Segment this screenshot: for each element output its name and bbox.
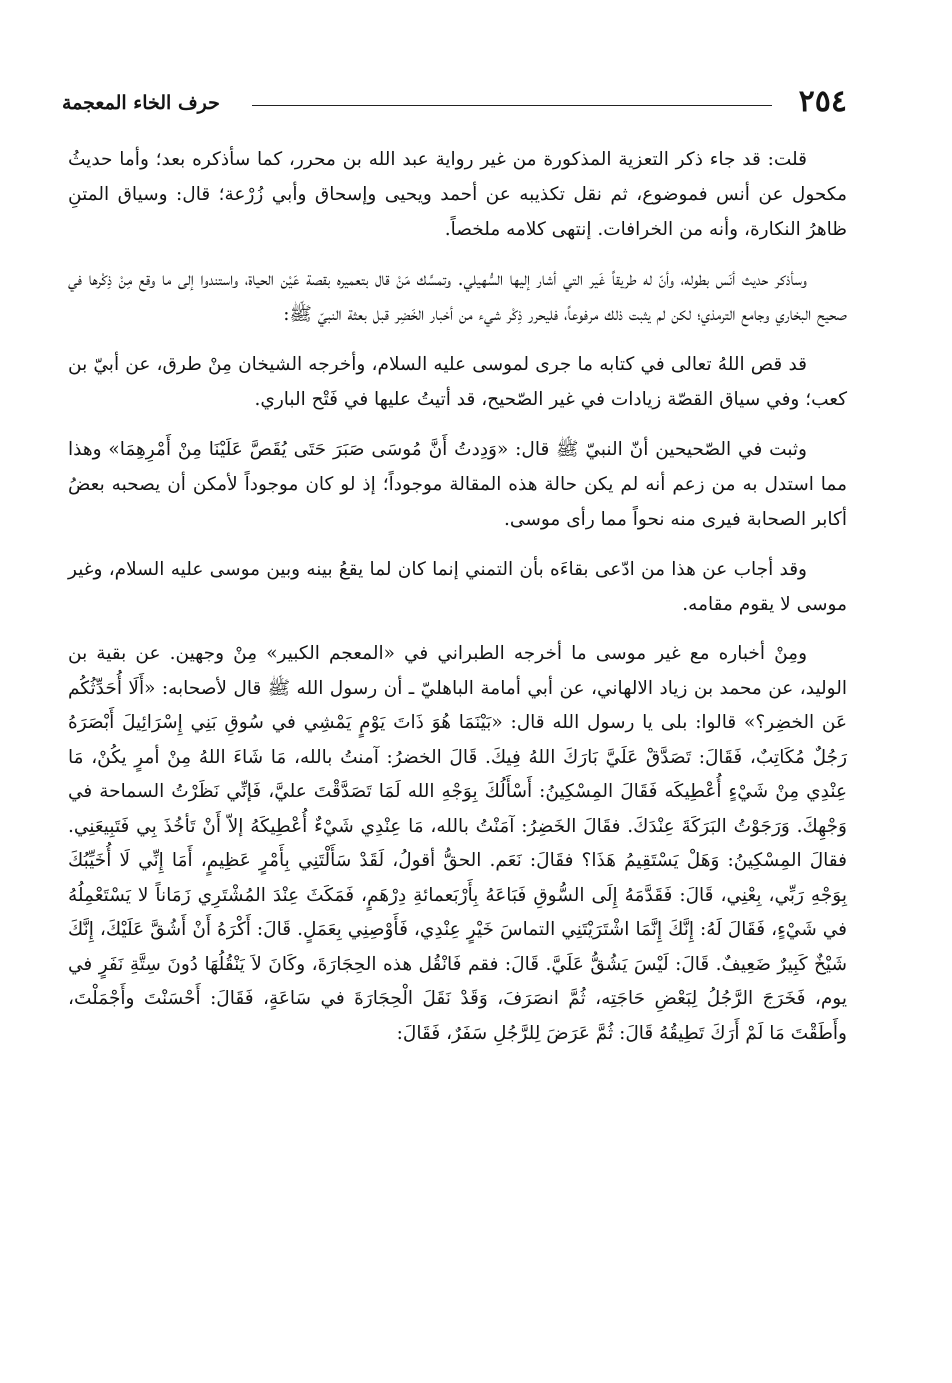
paragraph-3: قد قص اللهُ تعالى في كتابه ما جرى لموسى عليه السلام، وأخرجه الشيخان مِنْ طرق، عن أبيّ بن كعب؛ وفي سياق القصّة زيادات في غير الصّحيح، قد أتيتُ عليها في فَتْح الباري. [68,354,847,410]
paragraph-4: وثبت في الصّحيحين أنّ النبيّ ﷺ قال: «وَدِدتُ أَنَّ مُوسَى صَبَرَ حَتَى يُقَصَّ عَلَيْنَا مِنْ أَمْرِهِمَا» وهذا مما استدل به من زعم أنه لم يكن حالة هذه المقالة موجوداً؛ إذ لو كان موجوداً لأمكن أن يصحبه بعضُ أكابر الصحابة فيرى منه نحواً مما رأى موسى. [68,439,847,530]
header-rule [252,105,772,106]
paragraph-6: ومِنْ أخباره مع غير موسى ما أخرجه الطبراني في «المعجم الكبير» مِنْ وجهين. عن بقية بن الوليد، عن محمد بن زياد الالهاني، عن أبي أمامة الباهليّ ـ أن رسول الله ﷺ قال لأصحابه: «أَلَا أُحَدِّثُكُم عَن الخضِر؟» قالوا: بلى يا رسول الله قال: «بَيْنَمَا هُوَ ذَاتَ يَوْمٍ يَمْشِي في سُوقِ بَنِي إِسْرَائِيلَ أَبْصَرَهُ رَجُلٌ مُكَاتِبٌ، فَقَالَ: تَصَدَّقْ عَلَيَّ بَارَكَ اللهُ فِيكَ. قَالَ الخضرُ: آمنتُ بالله، مَا شَاءَ اللهُ مِنْ أمرٍ يكُنْ، مَا عِنْدِي مِنْ شَيْءٍ أُعْطِيكَه فَقَالَ المِسْكِينُ: أَسْأَلُكَ بِوَجْهِ الله لَمَا تَصَدَّقْتَ عليَّ، فَإنِّي نَظَرْتُ السماحة في وَجْهِكَ. وَرَجَوْتُ البَرَكَةَ عِنْدَكَ. فقَالَ الخَضِرُ: آمَنْتُ بالله، مَا عِنْدِي شَيْءٌ أُعْطِيكَهُ إلاّ أَنْ تَأخُذَ بِي فَتَبِيعَنِي. فقالَ المِسْكِينُ: وَهَلْ يَسْتَقِيمُ هَذَا؟ فقَالَ: نَعَم. الحقُّ أقولُ، لَقَدْ سَأَلْتَنِي بِأَمْرٍ عَظِيمٍ، أَمَا إِنِّي لَا أُخَيِّبُكَ بِوَجْهِ رَبِّي، بِعْنِي، قَالَ: فَقَدَّمَهُ إِلَى السُّوقِ فَبَاعَهُ بِأَرْبَعمائةِ دِرْهَمٍ، فَمَكَثَ عِنْدَ المُشْتَرِي زَمَاناً لا يَسْتَعْمِلُهُ في شَيْءٍ، فَقَالَ لَهُ: إِنَّكَ إِنَّمَا اشْتَرَيْتَنِي التماسَ خَيْرٍ عِنْدِي، فَأَوْصِنِي بِعَمَلٍ. قَالَ: أَكْرَهُ أَنْ أَشُقَّ عَلَيْكَ، إِنَّكَ شَيْخٌ كَبِيرٌ ضَعِيفٌ. قَالَ: لَيْسَ يَشُقُّ عَلَيَّ. قَالَ: فقم فَانْقُل هذه الحِجَارَةَ، وكَانَ لاَ يَنْقُلُهَا دُونَ سِتَّةِ نَفَرٍ في يوم، فَخَرَجَ الرَّجُلُ لِبَعْضِ حَاجَتِه، ثُمَّ انصَرَفَ، وَقَدْ نَقَلَ الْحِجَارَةَ في سَاعَةٍ، فَقَالَ: أَحْسَنْتَ وأَجْمَلْتَ، وأَطَقْتَ مَا لَمْ أَرَكَ تَطِيقُهُ قَالَ: ثُمَّ عَرَضَ لِلرَّجُلِ سَفَرٌ، فَقَالَ: [68,643,847,1044]
body-text [68,142,847,1051]
paragraph-5: وقد أجاب عن هذا من ادّعى بقاءَه بأن التمني إنما كان لما يقعُ بينه وبين موسى عليه السلام، وغير موسى لا يقوم مقامه. [68,559,847,615]
paragraph-2: وسأذكر حديث أنَس بطوله، وأنّ له طريقاً غَير التي أشار إليها السُّهيلي. وتمسَّك مَنْ قال بتعميره بقصة عَيْن الحياة، واستندوا إلى ما وقع مِنْ ذِكْرها في صحيح البخاري وجامع الترمذي؛ لكن لم يثبت ذلك مرفوعاً، فليحرر ذِكْر شيء من أخبار الخَضِر قبل بعثة النبيّ ﷺ: [68,269,847,325]
running-title: حرف الخاء المعجمة [62,92,220,114]
page-number: ٢٥٤ [798,84,847,119]
paragraph-1: قلت: قد جاء ذكر التعزية المذكورة من غير رواية عبد الله بن محرر، كما سأذكره بعد؛ وأما حديثُ مكحول عن أنس فموضوع، ثم نقل تكذيبه عن أحمد ويحيى وإسحاق وأبي زُرْعة؛ قال: وسياق المتنِ ظاهرُ النكارة، وأنه من الخرافات. إنتهى كلامه ملخصاً. [68,149,847,240]
page-header [62,84,847,120]
